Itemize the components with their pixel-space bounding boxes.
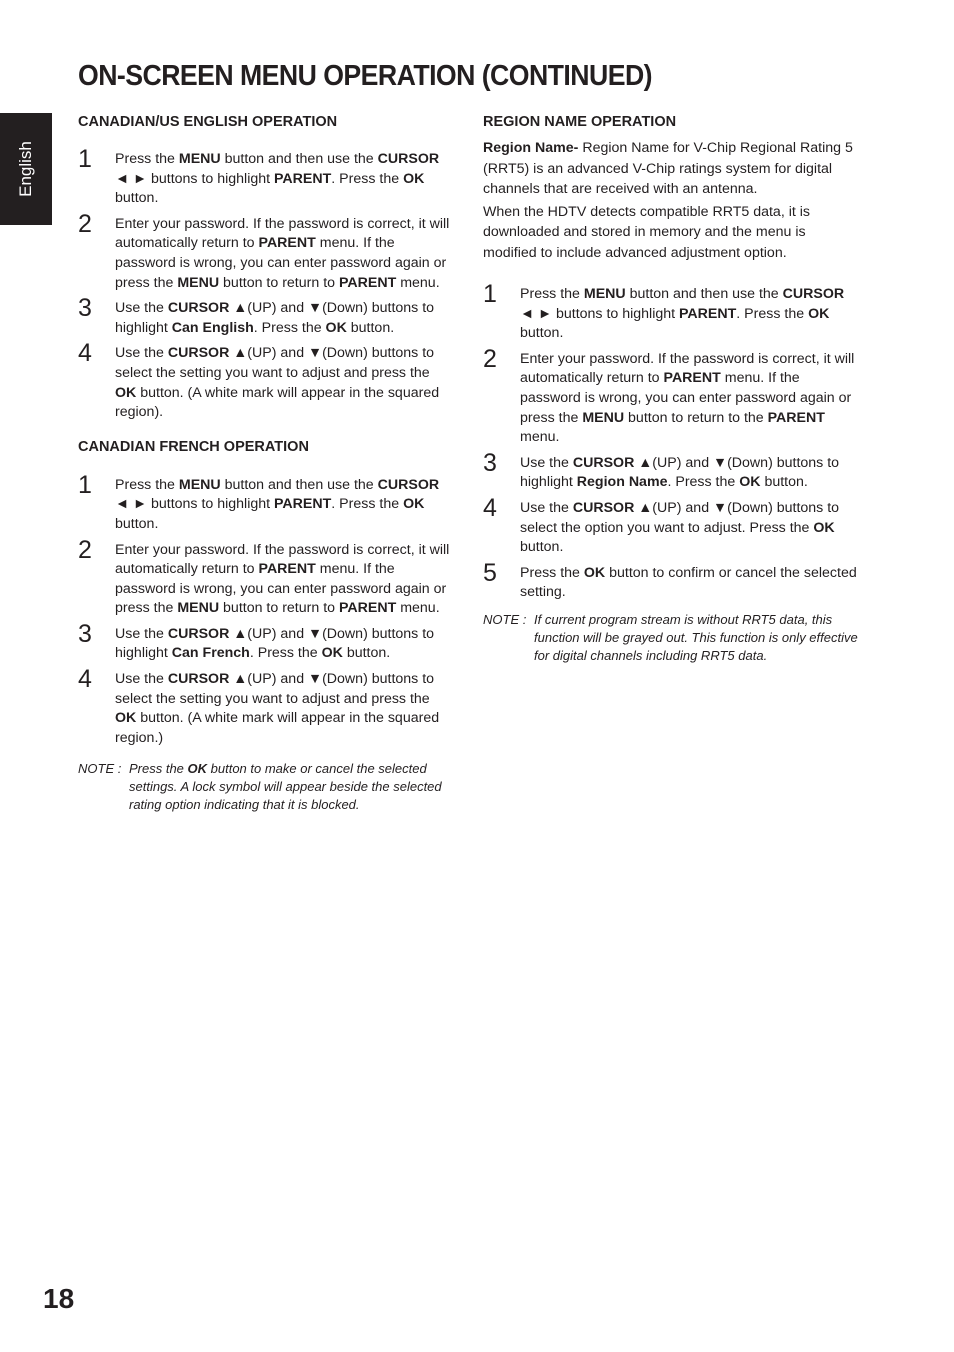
step-item: 4 Use the CURSOR ▲(UP) and ▼(Down) buttons to select the setting you want to adjust and press the OK button. (A white mark will appear in the squared region.) [78, 665, 440, 746]
step-number: 3 [78, 294, 92, 323]
step-item: 1 Press the MENU button and then use the CURSOR ◄ ► buttons to highlight PARENT. Press the OK button. [483, 280, 845, 342]
note-lock-symbol: NOTE : Press the OK button to make or cancel the selected settings. A lock symbol will appear beside the selected rating option indicating that it is blocked. [78, 761, 442, 813]
section-heading-region-name: REGION NAME OPERATION [483, 114, 677, 130]
note-label: NOTE : [78, 761, 122, 777]
step-item: 2 Enter your password. If the password is correct, it will automatically return to PARENT menu. If the password is wrong, you can enter password again or press the MENU button to return to the PARENT menu. [483, 344, 855, 446]
step-number: 3 [483, 448, 497, 477]
left-column [78, 112, 454, 814]
step-number: 3 [78, 619, 92, 648]
note-label: NOTE : [483, 611, 527, 627]
step-item: 3 Use the CURSOR ▲(UP) and ▼(Down) buttons to highlight Can French. Press the OK button. [78, 619, 435, 662]
page-number: 18 [43, 1283, 75, 1314]
region-name-intro: Region Name- Region Name for V-Chip Regional Rating 5 (RRT5) is an advanced V-Chip ratings system for digital channels that are received with an antenna. [483, 140, 853, 197]
section-heading-canadian-us-english: CANADIAN/US ENGLISH OPERATION [78, 114, 338, 130]
page-title: ON-SCREEN MENU OPERATION (CONTINUED) [78, 60, 653, 92]
right-column [483, 112, 859, 665]
step-item: 1 Press the MENU button and then use the CURSOR ◄ ► buttons to highlight PARENT. Press the OK button. [78, 470, 440, 532]
step-item: 4 Use the CURSOR ▲(UP) and ▼(Down) buttons to select the option you want to adjust. Press the OK button. [483, 493, 840, 556]
section-heading-canadian-french: CANADIAN FRENCH OPERATION [78, 438, 309, 455]
step-item: 5 Press the OK button to confirm or cancel the selected setting. [483, 558, 857, 601]
step-item: 1 Press the MENU button and then use the CURSOR ◄ ► buttons to highlight PARENT. Press the OK button. [78, 145, 440, 207]
note-rrt5-availability: NOTE : If current program stream is without RRT5 data, this function will be grayed out. This function is only effective for digital channels including RRT5 data. [483, 611, 858, 663]
step-item: 2 Enter your password. If the password is correct, it will automatically return to PARENT menu. If the password is wrong, you can enter password again or press the MENU button to return to PARENT menu. [78, 535, 450, 617]
step-item: 3 Use the CURSOR ▲(UP) and ▼(Down) buttons to highlight Region Name. Press the OK button. [483, 448, 840, 491]
step-number: 2 [78, 535, 92, 564]
language-tab-label: English [16, 141, 35, 197]
step-number: 1 [483, 280, 497, 308]
step-item: 4 Use the CURSOR ▲(UP) and ▼(Down) buttons to select the setting you want to adjust and press the OK button. (A white mark will appear in the squared region). [78, 339, 440, 421]
rrt5-download-paragraph: When the HDTV detects compatible RRT5 data, it is downloaded and stored in memory and the menu is modified to include advanced adjustment option. [483, 203, 810, 261]
step-number: 4 [483, 493, 497, 522]
step-number: 2 [483, 344, 497, 373]
step-number: 5 [483, 558, 497, 587]
step-number: 2 [78, 209, 92, 238]
language-tab [0, 113, 52, 225]
step-number: 4 [78, 339, 92, 368]
step-number: 1 [78, 470, 92, 499]
step-number: 1 [78, 145, 92, 173]
step-item: 3 Use the CURSOR ▲(UP) and ▼(Down) buttons to highlight Can English. Press the OK button. [78, 294, 435, 336]
step-number: 4 [78, 665, 92, 694]
step-item: 2 Enter your password. If the password is correct, it will automatically return to PARENT menu. If the password is wrong, you can enter password again or press the MENU button to return to PARENT menu. [78, 209, 450, 291]
